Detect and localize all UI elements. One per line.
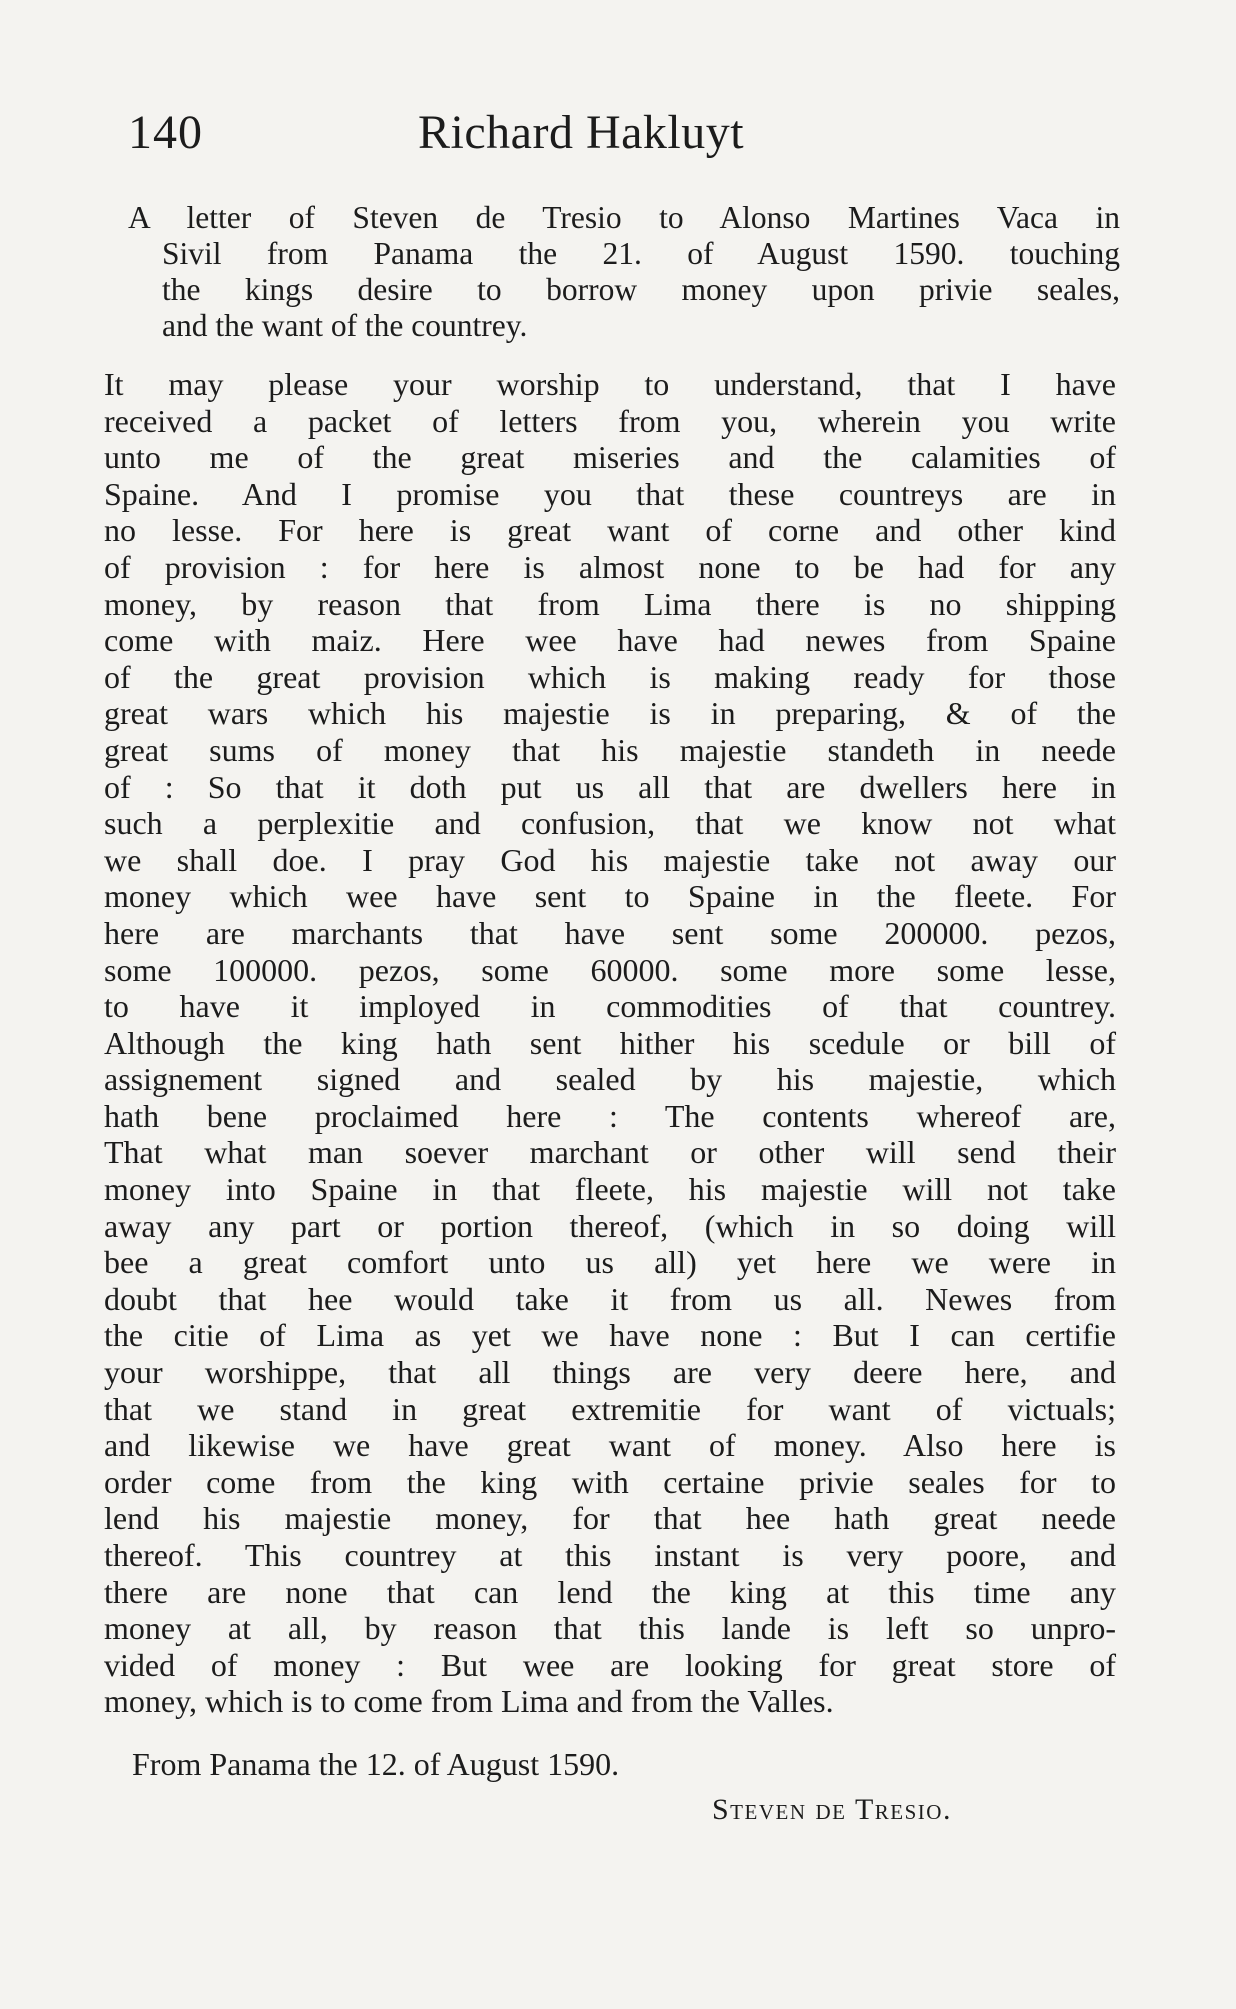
body-line: thereof. This countrey at this instant is very poore, and (104, 1537, 1116, 1573)
body-line: and likewise we have great want of money. Also here is (104, 1427, 1116, 1464)
body-line: unto me of the great miseries and the calamities of (104, 439, 1116, 476)
body-line: received a packet of letters from you, wherein you write (104, 402, 1116, 439)
body-line: of : So that it doth put us all that are dwellers here in (104, 768, 1116, 805)
letter-heading (128, 200, 1120, 344)
body-line: your worshippe, that all things are very deere here, and (104, 1354, 1116, 1391)
page-number: 140 (128, 106, 203, 159)
body-line: of the great provision which is making ready for those (104, 658, 1116, 695)
body-line: lend his majestie money, for that hee hath great neede (104, 1500, 1116, 1537)
body-line: great wars which his majestie is in preparing, & of the (104, 695, 1116, 732)
body-line: great sums of money that his majestie standeth in neede (104, 731, 1116, 768)
heading-line: and the want of the countrey. (162, 308, 528, 343)
running-title: Richard Hakluyt (418, 106, 745, 159)
body-line: away any part or portion thereof, (which in so doing will (104, 1207, 1116, 1244)
body-line: money at all, by reason that this lande is left so unpro- (104, 1610, 1116, 1647)
body-line: such a perplexitie and confusion, that we know not what (104, 805, 1116, 842)
body-line: Spaine. And I promise you that these countreys are in (104, 475, 1116, 512)
running-head (128, 98, 1118, 168)
heading-line: Sivil from Panama the 21. of August 1590. touching (162, 236, 1120, 271)
body-line: hath bene proclaimed here : The contents whereof are, (104, 1097, 1116, 1134)
body-line: money which wee have sent to Spaine in the fleete. For (104, 878, 1116, 915)
body-line: money, which is to come from Lima and from the Valles. (104, 1683, 834, 1720)
heading-line: A letter of Steven de Tresio to Alonso Martines Vaca in (128, 200, 1120, 235)
body-line: some 100000. pezos, some 60000. some more some lesse, (104, 951, 1116, 988)
body-line: That what man soever marchant or other will send their (104, 1134, 1116, 1171)
body-line: to have it imployed in commodities of that countrey. (104, 988, 1116, 1025)
dateline: From Panama the 12. of August 1590. (132, 1746, 620, 1782)
body-line: money, by reason that from Lima there is no shipping (104, 585, 1116, 622)
body-line: It may please your worship to understand, that I have (104, 366, 1116, 402)
body-line: that we stand in great extremitie for want of victuals; (104, 1390, 1116, 1427)
body-line: come with maiz. Here wee have had newes from Spaine (104, 622, 1116, 659)
body-line: here are marchants that have sent some 200000. pezos, (104, 914, 1116, 951)
signature: Steven de Tresio. (712, 1793, 952, 1826)
body-line: money into Spaine in that fleete, his majestie will not take (104, 1171, 1116, 1208)
body-line: of provision : for here is almost none to be had for any (104, 548, 1116, 585)
body-line: no lesse. For here is great want of corne and other kind (104, 512, 1116, 549)
body-line: order come from the king with certaine privie seales for to (104, 1463, 1116, 1500)
letter-body (104, 366, 1116, 1720)
heading-line: the kings desire to borrow money upon privie seales, (162, 272, 1120, 307)
body-line: bee a great comfort unto us all) yet here we were in (104, 1244, 1116, 1281)
body-line: doubt that hee would take it from us all. Newes from (104, 1280, 1116, 1317)
body-line: vided of money : But wee are looking for great store of (104, 1646, 1116, 1683)
body-line: there are none that can lend the king at this time any (104, 1573, 1116, 1610)
body-line: assignement signed and sealed by his majestie, which (104, 1061, 1116, 1098)
body-line: the citie of Lima as yet we have none : But I can certifie (104, 1317, 1116, 1354)
body-line: we shall doe. I pray God his majestie take not away our (104, 841, 1116, 878)
body-line: Although the king hath sent hither his scedule or bill of (104, 1024, 1116, 1061)
